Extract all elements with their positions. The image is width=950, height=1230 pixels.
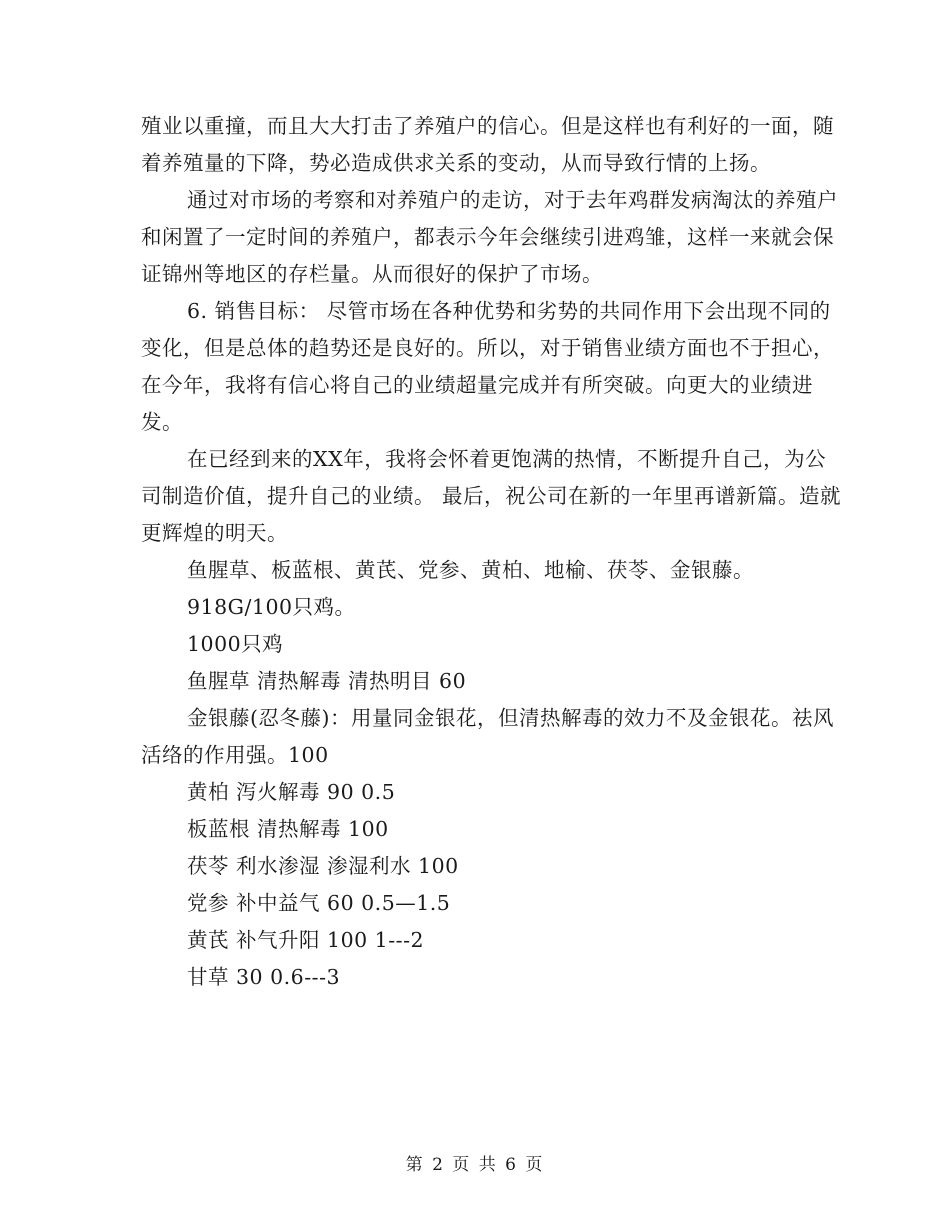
herb-item-gancao: 甘草 30 0.6---3 — [187, 965, 341, 989]
herb-item-huangqi: 黄芪 补气升阳 100 1---2 — [187, 928, 425, 952]
page-content — [141, 108, 841, 996]
paragraph-closing: 在已经到来的XX年，我将会怀着更饱满的热情，不断提升自己，为公司制造价值，提升自己的业绩。 最后，祝公司在新的一年里再谱新篇。造就更辉煌的明天。 — [141, 447, 842, 545]
dosage-line: 1000只鸡 — [187, 632, 284, 656]
herb-item-fuling: 茯苓 利水渗湿 渗湿利水 100 — [187, 854, 459, 878]
paragraph-sales-target: 6. 销售目标： 尽管市场在各种优势和劣势的共同作用下会出现不同的变化，但是总体的趋势还是良好的。所以，对于销售业绩方面也不于担心，在今年，我将有信心将自己的业绩超量完成并有所突破。向更大的业绩进发。 — [141, 299, 834, 434]
herb-item-banlangen: 板蓝根 清热解毒 100 — [187, 817, 389, 841]
herb-item-dangshen: 党参 补中益气 60 0.5—1.5 — [187, 891, 451, 915]
herb-item-huangbai: 黄柏 泻火解毒 90 0.5 — [187, 780, 396, 804]
paragraph-continuation: 殖业以重撞，而且大大打击了养殖户的信心。但是这样也有利好的一面，随着养殖量的下降，势必造成供求关系的变动，从而导致行情的上扬。 — [141, 114, 834, 175]
paragraph-market-survey: 通过对市场的考察和对养殖户的走访，对于去年鸡群发病淘汰的养殖户和闲置了一定时间的养殖户，都表示今年会继续引进鸡雏，这样一来就会保证锦州等地区的存栏量。从而很好的保护了市场。 — [141, 188, 838, 286]
page-footer: 第 2 页 共 6 页 — [405, 1155, 545, 1175]
herb-item-jinyinteng: 金银藤(忍冬藤)：用量同金银花，但清热解毒的效力不及金银花。祛风活络的作用强。100 — [141, 706, 834, 767]
herbs-list: 鱼腥草、板蓝根、黄芪、党参、黄柏、地榆、茯苓、金银藤。 — [187, 558, 754, 582]
dosage-line: 918G/100只鸡。 — [187, 595, 356, 619]
herb-item-yuxingcao: 鱼腥草 清热解毒 清热明目 60 — [187, 669, 467, 693]
